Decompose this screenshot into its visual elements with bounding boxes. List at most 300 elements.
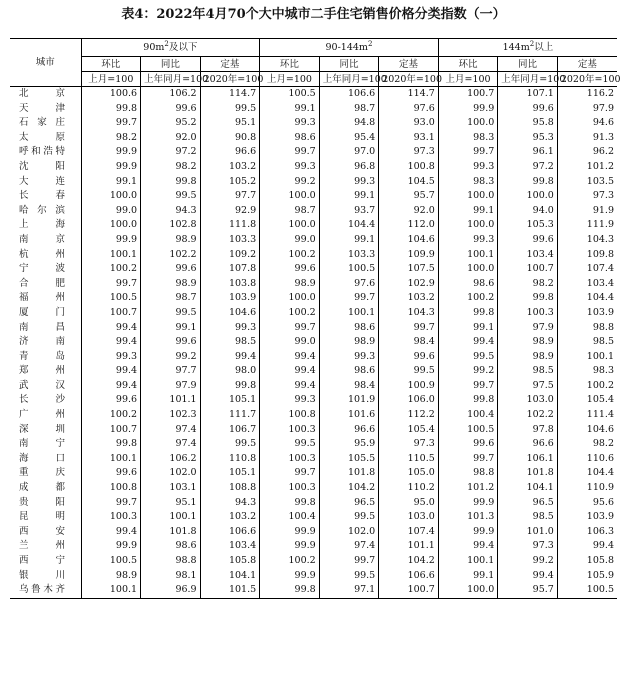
value-cell: 106.2 <box>141 452 201 467</box>
table-row <box>10 364 617 379</box>
value-cell: 100.3 <box>498 306 558 321</box>
city-name: 乌鲁木齐 <box>19 584 65 596</box>
value-cell: 101.8 <box>498 466 558 481</box>
value-cell: 103.4 <box>498 248 558 263</box>
city-name: 成都 <box>19 482 65 494</box>
value-cell: 106.2 <box>141 87 201 102</box>
value-cell: 102.2 <box>498 408 558 423</box>
value-cell: 97.7 <box>200 189 260 204</box>
value-cell: 99.7 <box>81 496 141 511</box>
value-cell: 99.1 <box>438 569 498 584</box>
table-row <box>10 321 617 336</box>
table-row <box>10 525 617 540</box>
value-cell: 103.2 <box>200 160 260 175</box>
city-cell <box>10 423 81 438</box>
value-cell: 99.5 <box>141 306 201 321</box>
value-cell: 98.9 <box>319 335 379 350</box>
base-last-month: 上月=100 <box>438 72 498 87</box>
value-cell: 95.1 <box>200 116 260 131</box>
value-cell: 103.2 <box>379 291 439 306</box>
value-cell: 101.0 <box>498 525 558 540</box>
table-row <box>10 102 617 117</box>
value-cell: 99.8 <box>81 437 141 452</box>
value-cell: 94.3 <box>200 496 260 511</box>
value-cell: 99.8 <box>81 102 141 117</box>
value-cell: 95.2 <box>141 116 201 131</box>
value-cell: 106.6 <box>379 569 439 584</box>
value-cell: 99.3 <box>319 350 379 365</box>
value-cell: 97.4 <box>319 539 379 554</box>
table-row <box>10 248 617 263</box>
city-cell <box>10 262 81 277</box>
base-last-year: 上年同月=100 <box>319 72 379 87</box>
value-cell: 100.2 <box>586 379 614 391</box>
value-cell: 99.6 <box>498 102 558 117</box>
value-cell: 99.3 <box>260 116 320 131</box>
value-cell: 97.3 <box>379 145 439 160</box>
value-cell: 107.4 <box>586 263 614 275</box>
value-cell: 109.9 <box>379 248 439 263</box>
table-row <box>10 437 617 452</box>
value-cell: 97.4 <box>141 423 201 438</box>
value-cell: 102.9 <box>379 277 439 292</box>
value-cell: 100.1 <box>81 583 141 598</box>
value-cell: 103.5 <box>586 175 614 187</box>
value-cell: 97.4 <box>141 437 201 452</box>
city-name: 西宁 <box>19 555 65 566</box>
city-cell <box>10 554 81 569</box>
value-cell: 94.6 <box>592 117 614 129</box>
value-cell: 99.4 <box>81 321 141 336</box>
city-name: 福州 <box>19 292 65 304</box>
subcol-yoy: 同比 <box>498 57 558 72</box>
value-cell: 97.3 <box>592 190 614 202</box>
base-last-month: 上月=100 <box>81 72 141 87</box>
value-cell: 99.4 <box>81 335 141 350</box>
city-name: 南宁 <box>19 438 65 450</box>
table-row <box>10 145 617 160</box>
value-cell: 99.1 <box>319 233 379 248</box>
value-cell: 97.3 <box>498 539 558 554</box>
value-cell: 100.8 <box>81 481 141 496</box>
table-row <box>10 510 617 525</box>
value-cell: 100.0 <box>438 583 498 598</box>
city-name: 石家庄 <box>19 117 65 129</box>
city-name: 合肥 <box>19 277 65 289</box>
city-name: 郑州 <box>19 365 65 377</box>
value-cell: 93.1 <box>379 131 439 146</box>
value-cell: 94.0 <box>498 204 558 219</box>
value-cell: 98.5 <box>498 364 558 379</box>
value-cell: 93.0 <box>379 116 439 131</box>
value-cell: 101.6 <box>319 408 379 423</box>
value-cell: 105.5 <box>319 452 379 467</box>
value-cell: 105.2 <box>200 175 260 190</box>
value-cell: 110.5 <box>379 452 439 467</box>
city-cell <box>10 116 81 131</box>
value-cell: 100.1 <box>438 554 498 569</box>
value-cell: 100.5 <box>81 554 141 569</box>
value-cell: 96.6 <box>498 437 558 452</box>
value-cell: 105.9 <box>586 569 614 581</box>
value-cell: 103.0 <box>498 393 558 408</box>
value-cell: 97.5 <box>498 379 558 394</box>
city-name: 沈阳 <box>19 160 65 172</box>
table-body <box>10 87 617 599</box>
value-cell: 104.6 <box>200 306 260 321</box>
price-index-table <box>10 38 621 599</box>
value-cell: 100.2 <box>81 408 141 423</box>
value-cell: 105.4 <box>379 423 439 438</box>
value-cell: 99.4 <box>81 364 141 379</box>
value-cell: 102.0 <box>141 466 201 481</box>
group-header-144-above: $144m^2$以上 <box>438 39 617 57</box>
value-cell: 99.1 <box>319 189 379 204</box>
value-cell: 100.4 <box>438 408 498 423</box>
table-row <box>10 262 617 277</box>
value-cell: 99.4 <box>260 350 320 365</box>
value-cell: 104.2 <box>319 481 379 496</box>
value-cell: 99.1 <box>141 321 201 336</box>
value-cell: 100.5 <box>260 87 320 102</box>
city-name: 海口 <box>19 452 65 464</box>
value-cell: 100.1 <box>81 452 141 467</box>
city-name: 深圳 <box>19 423 65 435</box>
value-cell: 99.7 <box>319 291 379 306</box>
value-cell: 98.9 <box>141 277 201 292</box>
base-2020: 2020年=100 <box>557 72 617 87</box>
table-row <box>10 160 617 175</box>
value-cell: 99.3 <box>81 350 141 365</box>
value-cell: 99.7 <box>379 321 439 336</box>
subcol-fixed-base: 定基 <box>577 58 597 70</box>
value-cell: 97.2 <box>498 160 558 175</box>
value-cell: 100.7 <box>81 423 141 438</box>
table-row <box>10 218 617 233</box>
city-cell <box>10 306 81 321</box>
value-cell: 98.2 <box>498 277 558 292</box>
value-cell: 105.3 <box>498 218 558 233</box>
table-row <box>10 233 617 248</box>
value-cell: 100.3 <box>81 510 141 525</box>
value-cell: 105.8 <box>586 555 614 566</box>
table-row <box>10 583 617 598</box>
value-cell: 99.2 <box>438 364 498 379</box>
city-cell <box>10 102 81 117</box>
value-cell: 99.6 <box>81 466 141 481</box>
value-cell: 101.1 <box>379 539 439 554</box>
value-cell: 99.4 <box>81 525 141 540</box>
value-cell: 97.2 <box>141 145 201 160</box>
table-row <box>10 408 617 423</box>
city-name: 济南 <box>19 336 65 348</box>
value-cell: 94.8 <box>319 116 379 131</box>
value-cell: 100.3 <box>260 452 320 467</box>
value-cell: 95.1 <box>141 496 201 511</box>
table-row <box>10 87 617 102</box>
value-cell: 106.1 <box>498 452 558 467</box>
city-name: 长沙 <box>19 394 65 406</box>
value-cell: 99.2 <box>260 175 320 190</box>
value-cell: 99.5 <box>319 510 379 525</box>
value-cell: 98.3 <box>592 365 614 377</box>
value-cell: 111.7 <box>200 408 260 423</box>
value-cell: 97.7 <box>141 364 201 379</box>
value-cell: 100.1 <box>319 306 379 321</box>
value-cell: 99.4 <box>438 539 498 554</box>
city-column-header: 城市 <box>10 39 81 87</box>
value-cell: 100.2 <box>81 262 141 277</box>
subcol-mom: 环比 <box>260 57 320 72</box>
value-cell: 92.9 <box>200 204 260 219</box>
value-cell: 104.2 <box>379 554 439 569</box>
value-cell: 99.9 <box>81 233 141 248</box>
value-cell: 99.5 <box>379 364 439 379</box>
value-cell: 99.3 <box>200 321 260 336</box>
value-cell: 99.3 <box>319 175 379 190</box>
value-cell: 99.4 <box>498 569 558 584</box>
value-cell: 99.4 <box>81 379 141 394</box>
value-cell: 95.9 <box>319 437 379 452</box>
city-cell <box>10 87 81 102</box>
value-cell: 103.9 <box>586 511 614 523</box>
table-row <box>10 335 617 350</box>
table-row <box>10 379 617 394</box>
city-cell <box>10 481 81 496</box>
value-cell: 110.2 <box>379 481 439 496</box>
city-cell <box>10 218 81 233</box>
value-cell: 106.3 <box>586 525 614 537</box>
city-cell <box>10 175 81 190</box>
value-cell: 95.4 <box>319 131 379 146</box>
value-cell: 93.7 <box>319 204 379 219</box>
value-cell: 100.9 <box>379 379 439 394</box>
city-name: 哈尔滨 <box>19 204 65 216</box>
value-cell: 100.0 <box>438 218 498 233</box>
value-cell: 109.8 <box>586 248 614 260</box>
city-cell <box>10 145 81 160</box>
value-cell: 100.0 <box>260 189 320 204</box>
value-cell: 99.5 <box>200 102 260 117</box>
value-cell: 103.2 <box>200 510 260 525</box>
city-name: 重庆 <box>19 467 65 479</box>
value-cell: 104.6 <box>379 233 439 248</box>
value-cell: 99.3 <box>260 160 320 175</box>
city-name: 北京 <box>19 88 65 99</box>
city-name: 银川 <box>19 569 65 581</box>
value-cell: 100.1 <box>81 248 141 263</box>
city-cell <box>10 277 81 292</box>
value-cell: 98.6 <box>260 131 320 146</box>
value-cell: 99.4 <box>592 540 614 552</box>
value-cell: 101.2 <box>438 481 498 496</box>
value-cell: 99.4 <box>260 364 320 379</box>
value-cell: 101.3 <box>438 510 498 525</box>
value-cell: 98.6 <box>438 277 498 292</box>
value-cell: 99.9 <box>81 145 141 160</box>
value-cell: 98.8 <box>438 466 498 481</box>
city-cell <box>10 204 81 219</box>
value-cell: 99.7 <box>438 379 498 394</box>
value-cell: 98.9 <box>141 233 201 248</box>
value-cell: 98.7 <box>319 102 379 117</box>
city-cell <box>10 233 81 248</box>
value-cell: 103.1 <box>141 481 201 496</box>
value-cell: 100.2 <box>260 554 320 569</box>
value-cell: 101.2 <box>586 160 614 172</box>
value-cell: 96.8 <box>319 160 379 175</box>
value-cell: 99.9 <box>438 102 498 117</box>
value-cell: 100.1 <box>438 248 498 263</box>
value-cell: 103.8 <box>200 277 260 292</box>
value-cell: 98.3 <box>438 175 498 190</box>
city-name: 呼和浩特 <box>19 146 65 158</box>
value-cell: 99.8 <box>260 496 320 511</box>
value-cell: 100.2 <box>260 248 320 263</box>
value-cell: 99.8 <box>438 393 498 408</box>
value-cell: 98.9 <box>498 350 558 365</box>
value-cell: 104.4 <box>586 292 614 304</box>
value-cell: 99.7 <box>260 466 320 481</box>
value-cell: 104.5 <box>379 175 439 190</box>
city-name: 青岛 <box>19 350 65 362</box>
city-cell <box>10 510 81 525</box>
value-cell: 100.6 <box>81 87 141 102</box>
city-name: 武汉 <box>19 379 65 391</box>
value-cell: 106.0 <box>379 393 439 408</box>
subcol-fixed-base: 定基 <box>379 57 439 72</box>
value-cell: 99.4 <box>260 379 320 394</box>
value-cell: 95.8 <box>498 116 558 131</box>
value-cell: 99.3 <box>438 160 498 175</box>
value-cell: 100.5 <box>557 583 617 598</box>
value-cell: 99.9 <box>260 539 320 554</box>
value-cell: 100.7 <box>81 306 141 321</box>
value-cell: 99.7 <box>81 116 141 131</box>
city-name: 南昌 <box>19 321 65 333</box>
value-cell: 100.8 <box>260 408 320 423</box>
value-cell: 105.8 <box>200 554 260 569</box>
city-name: 兰州 <box>19 540 65 552</box>
value-cell: 102.8 <box>141 218 201 233</box>
table-row <box>10 466 617 481</box>
value-cell: 100.1 <box>586 350 614 362</box>
city-cell <box>10 321 81 336</box>
value-cell: 97.6 <box>379 102 439 117</box>
value-cell: 99.8 <box>141 175 201 190</box>
value-cell: 96.2 <box>592 146 614 158</box>
value-cell: 95.0 <box>379 496 439 511</box>
value-cell: 99.7 <box>319 554 379 569</box>
table-row <box>10 204 617 219</box>
value-cell: 106.7 <box>200 423 260 438</box>
city-name: 长春 <box>19 190 65 202</box>
city-cell <box>10 335 81 350</box>
base-2020: 2020年=100 <box>200 72 260 87</box>
value-cell: 96.9 <box>141 583 201 598</box>
value-cell: 99.4 <box>200 350 260 365</box>
value-cell: 108.8 <box>200 481 260 496</box>
value-cell: 112.2 <box>379 408 439 423</box>
city-name: 南京 <box>19 233 65 245</box>
value-cell: 99.9 <box>81 539 141 554</box>
value-cell: 110.9 <box>586 482 614 494</box>
base-2020: 2020年=100 <box>379 72 439 87</box>
table-row <box>10 569 617 584</box>
value-cell: 107.5 <box>379 262 439 277</box>
value-cell: 99.8 <box>438 306 498 321</box>
value-cell: 99.7 <box>260 145 320 160</box>
value-cell: 96.5 <box>319 496 379 511</box>
value-cell: 103.3 <box>200 233 260 248</box>
value-cell: 98.3 <box>438 131 498 146</box>
value-cell: 99.2 <box>498 554 558 569</box>
value-cell: 98.6 <box>141 539 201 554</box>
city-name: 广州 <box>19 409 65 421</box>
value-cell: 99.6 <box>141 262 201 277</box>
city-cell <box>10 379 81 394</box>
value-cell: 90.8 <box>200 131 260 146</box>
value-cell: 99.0 <box>81 204 141 219</box>
value-cell: 101.9 <box>319 393 379 408</box>
value-cell: 104.1 <box>200 569 260 584</box>
value-cell: 99.7 <box>438 145 498 160</box>
value-cell: 109.2 <box>200 248 260 263</box>
value-cell: 98.4 <box>379 335 439 350</box>
value-cell: 99.6 <box>141 335 201 350</box>
value-cell: 99.2 <box>141 350 201 365</box>
value-cell: 95.7 <box>379 189 439 204</box>
value-cell: 98.0 <box>200 364 260 379</box>
value-cell: 99.9 <box>260 525 320 540</box>
value-cell: 101.8 <box>319 466 379 481</box>
value-cell: 99.6 <box>379 350 439 365</box>
value-cell: 99.7 <box>81 277 141 292</box>
value-cell: 97.3 <box>379 437 439 452</box>
city-cell <box>10 393 81 408</box>
value-cell: 102.3 <box>141 408 201 423</box>
base-last-month: 上月=100 <box>260 72 320 87</box>
value-cell: 99.8 <box>498 291 558 306</box>
value-cell: 103.9 <box>586 306 614 318</box>
value-cell: 103.9 <box>200 291 260 306</box>
value-cell: 99.0 <box>260 233 320 248</box>
value-cell: 99.9 <box>438 525 498 540</box>
value-cell: 99.7 <box>260 321 320 336</box>
value-cell: 104.4 <box>319 218 379 233</box>
table-row <box>10 452 617 467</box>
value-cell: 99.6 <box>498 233 558 248</box>
value-cell: 100.0 <box>81 189 141 204</box>
base-last-year: 上年同月=100 <box>498 72 558 87</box>
value-cell: 106.6 <box>319 87 379 102</box>
table-row <box>10 306 617 321</box>
subcol-fixed-base: 定基 <box>200 57 260 72</box>
value-cell: 100.1 <box>141 510 201 525</box>
city-name: 贵阳 <box>19 496 65 508</box>
table-row <box>10 496 617 511</box>
value-cell: 98.9 <box>498 335 558 350</box>
table-title: 表4：2022年4月70个大中城市二手住宅销售价格分类指数（一） <box>121 7 506 22</box>
value-cell: 100.0 <box>438 189 498 204</box>
city-cell <box>10 291 81 306</box>
value-cell: 99.9 <box>260 569 320 584</box>
city-name: 厦门 <box>19 306 65 318</box>
city-cell <box>10 350 81 365</box>
value-cell: 97.1 <box>319 583 379 598</box>
value-cell: 111.9 <box>586 219 614 231</box>
value-cell: 97.9 <box>498 321 558 336</box>
